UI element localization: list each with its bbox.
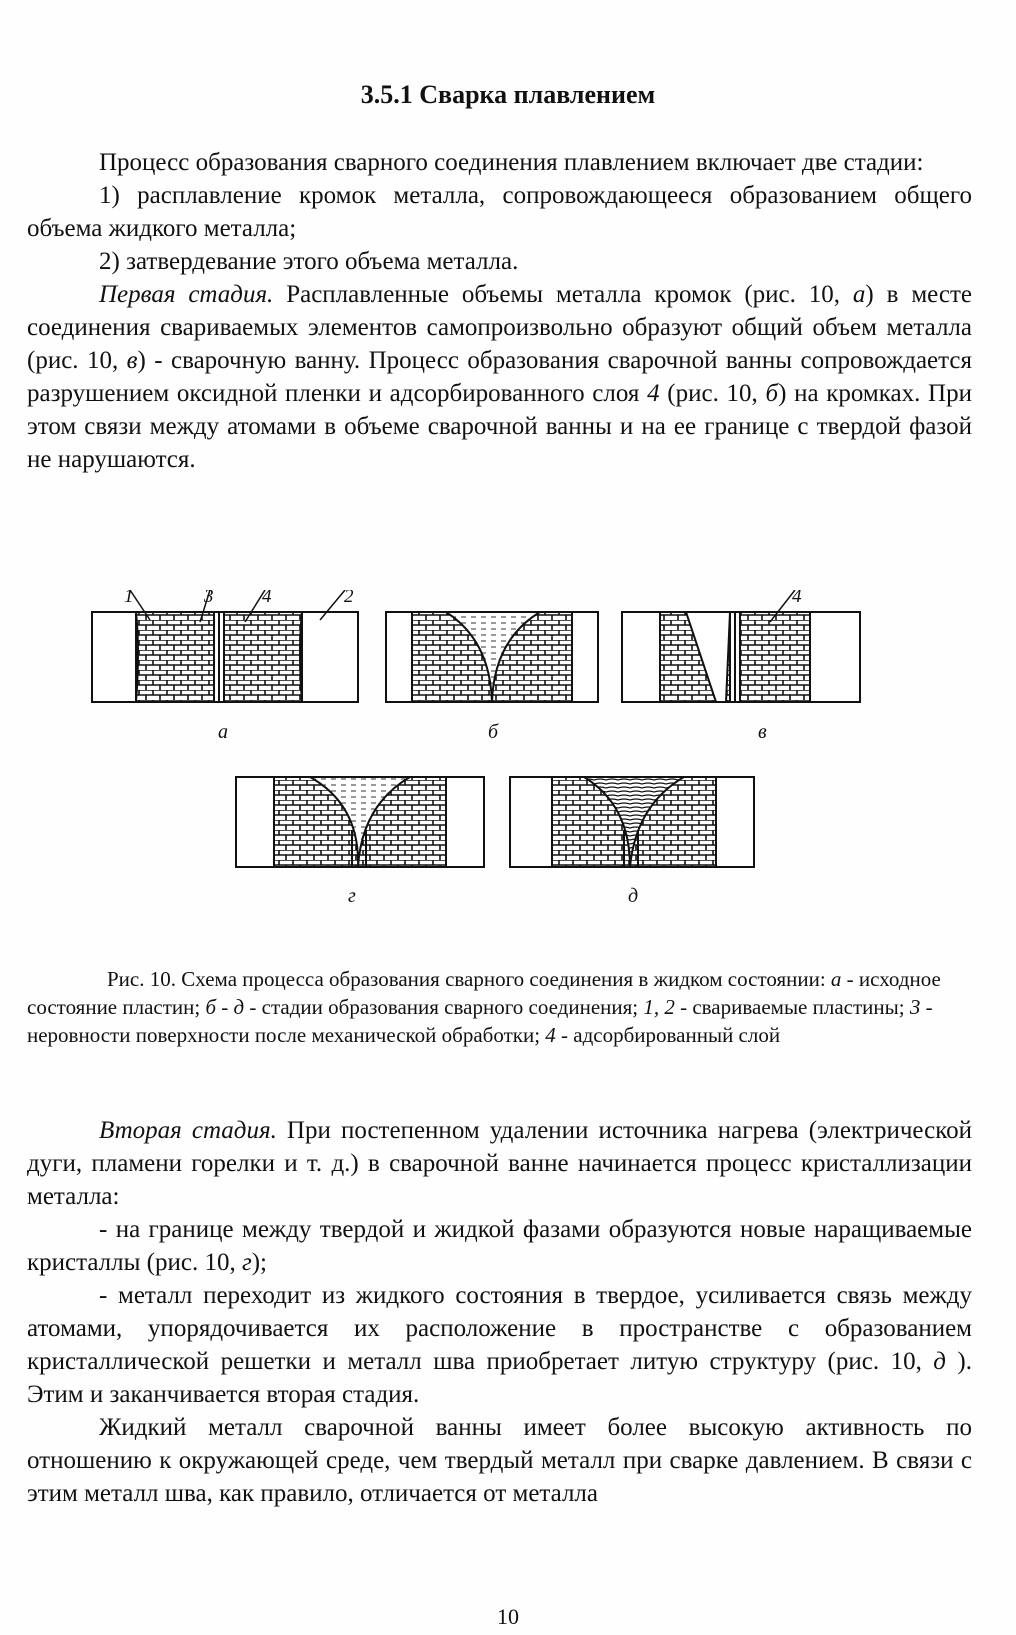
paragraph	[27, 278, 972, 476]
italic-run: 1, 2	[643, 995, 675, 1019]
section-heading: 3.5.1 Сварка плавлением	[360, 80, 656, 109]
italic-run: д	[933, 1348, 946, 1375]
italic-run: а	[852, 281, 866, 308]
figure-number-3: 3	[204, 590, 214, 607]
panel-label-g: г	[348, 885, 356, 907]
panel-label-d: д	[628, 885, 639, 907]
text-run: ). Этим и заканчивается вторая стадия.	[27, 1348, 972, 1408]
text-run: );	[251, 1249, 268, 1276]
figure-number-2: 2	[344, 590, 354, 607]
welding-diagram-figure	[90, 590, 960, 940]
text-run: - металл переходит из жидкого состояния в твердое, усиливается связь между атомами, упорядочивается их расположение в пространстве с образованием кристаллической решетки и металл шва приобретает литую структуру (рис. 10,	[27, 1282, 972, 1375]
panel-v	[622, 590, 860, 702]
text-run: - стадии образования сварного соединения;	[244, 995, 644, 1019]
panel-label-b: б	[488, 721, 499, 743]
paragraph: Процесс образования сварного соединения плавлением включает две стадии:	[99, 149, 924, 176]
italic-run: а	[830, 967, 842, 991]
italic-run: в	[126, 347, 138, 374]
panel-b	[386, 612, 598, 702]
italic-run: Первая стадия.	[99, 281, 274, 308]
page-number: 10	[497, 1604, 519, 1629]
welding-diagram	[90, 590, 960, 940]
body-text-top	[27, 146, 972, 476]
text-run: ) на кромках. При этом связи между атомами в объеме сварочной ванны и на ее границе с твердой фазой не нарушаются.	[27, 380, 972, 473]
italic-run: Вторая стадия.	[99, 1117, 277, 1144]
italic-run: б - д	[205, 995, 245, 1019]
text-run: - на границе между твердой и жидкой фазами образуются новые наращиваемые кристаллы (рис. 10,	[27, 1216, 972, 1276]
body-text-bottom	[27, 1114, 972, 1510]
italic-run: 4	[647, 380, 660, 407]
text-run: Расплавленные объемы металла кромок (рис. 10,	[273, 281, 853, 308]
panel-g	[236, 777, 484, 867]
text-run: - исходное состояние пластин;	[27, 967, 941, 1019]
list-item	[27, 1213, 972, 1279]
figure-number-4: 4	[262, 590, 272, 607]
text-run: ) - сварочную ванну. Процесс образования сварочной ванны сопровождается разрушением оксидной пленки и адсорбированного слоя	[27, 347, 972, 407]
text-run: (рис. 10,	[659, 380, 766, 407]
caption-text	[27, 965, 972, 1049]
panel-label-v: в	[758, 721, 767, 743]
text-run: - свариваемые пластины;	[674, 995, 910, 1019]
paragraph: Жидкий металл сварочной ванны имеет более высокую активность по отношению к окружающей среде, чем твердый металл при сварке давлением. В связи с этим металл шва, как правило, отличается от металла	[27, 1414, 972, 1507]
italic-run: б	[765, 380, 779, 407]
figure-caption	[27, 965, 972, 1049]
list-item	[27, 1279, 972, 1411]
text-run: - адсорбированный слой	[555, 1023, 781, 1047]
italic-run: г	[241, 1249, 252, 1276]
figure-number-4b: 4	[792, 590, 802, 607]
figure-number-1: 1	[124, 590, 134, 607]
text-run: Рис. 10. Схема процесса образования сварного соединения в жидком состоянии:	[107, 967, 831, 991]
paragraph	[27, 1114, 972, 1213]
italic-run: 4	[545, 1023, 556, 1047]
italic-run: 3	[909, 995, 921, 1019]
list-item: 2) затвердевание этого объема металла.	[99, 248, 519, 275]
text-run: ) в месте соединения свариваемых элементов самопроизвольно образуют общий объем металла (рис. 10,	[27, 281, 972, 374]
panel-d	[510, 777, 754, 867]
list-item: 1) расплавление кромок металла, сопровождающееся образованием общего объема жидкого металла;	[27, 182, 972, 242]
text-run: - неровности поверхности после механической обработки;	[27, 995, 933, 1047]
panel-label-a: а	[218, 721, 228, 743]
text-run: При постепенном удалении источника нагрева (электрической дуги, пламени горелки и т. д.) в сварочной ванне начинается процесс кристаллизации металла:	[27, 1117, 972, 1210]
